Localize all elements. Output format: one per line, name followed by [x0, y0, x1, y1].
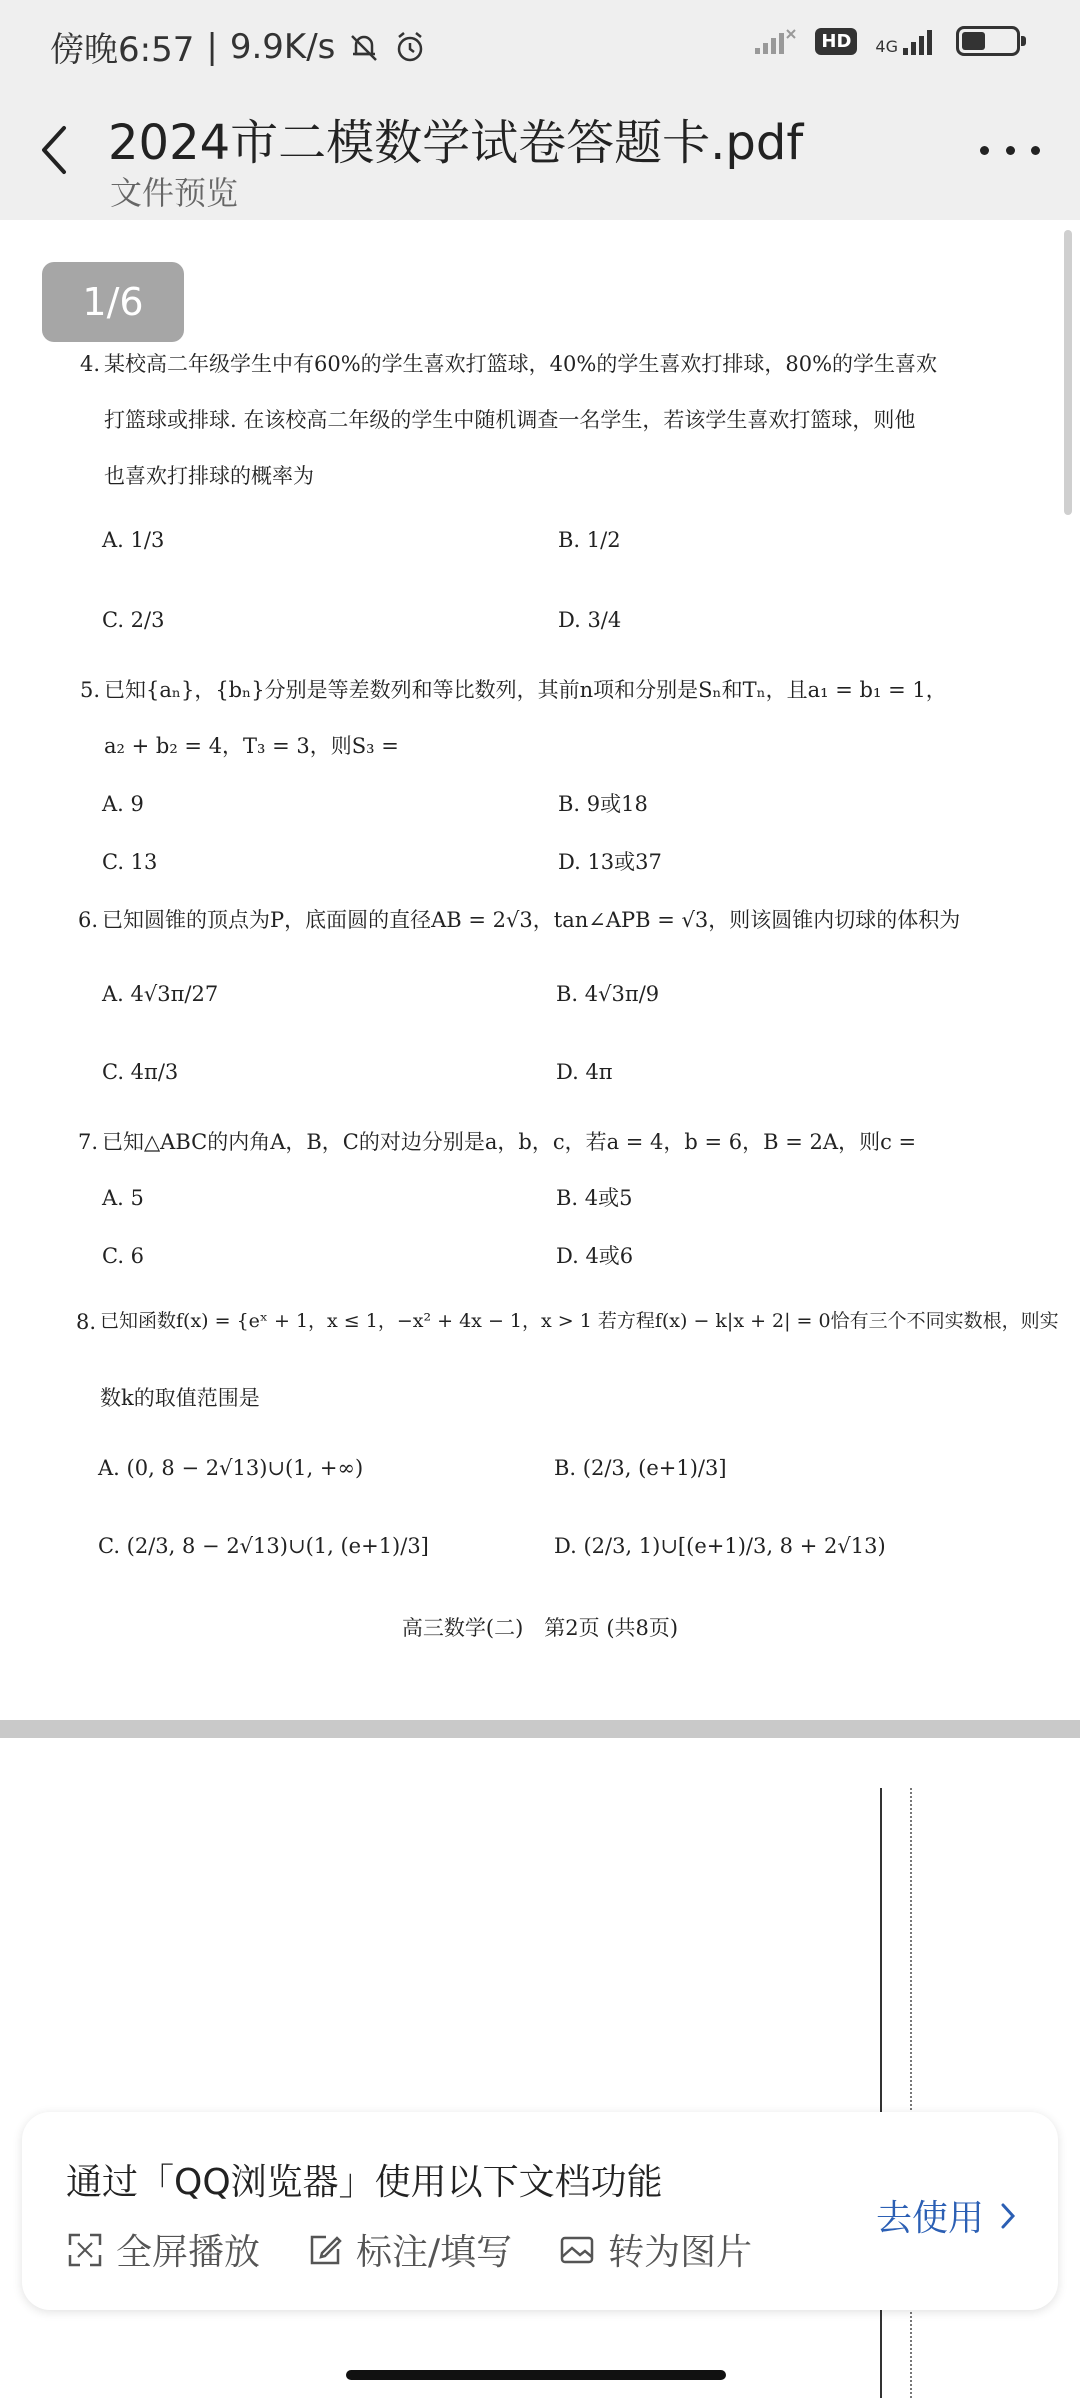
app-header — [0, 90, 1080, 220]
question-number: 7. — [78, 1130, 99, 1154]
network-label: 4G — [875, 26, 938, 56]
status-bar — [0, 0, 1080, 90]
alarm-clock-icon — [393, 30, 427, 64]
qq-browser-promo-card — [22, 2112, 1058, 2310]
fullscreen-label: 全屏播放 — [116, 2232, 261, 2273]
question-number: 8. — [76, 1310, 97, 1334]
status-time: 傍晚6:57 — [50, 30, 195, 70]
to-image-action[interactable] — [558, 2224, 752, 2275]
annotate-action[interactable] — [306, 2224, 512, 2275]
question-number: 5. — [80, 678, 101, 702]
question-number: 4. — [80, 352, 101, 376]
answer-option: A. 9 — [102, 792, 144, 816]
answer-option: B. 1/2 — [558, 528, 621, 552]
question-line: a₂ + b₂ = 4，T₃ = 3，则S₃ = — [104, 734, 399, 758]
answer-option: D. 4或6 — [556, 1244, 634, 1268]
question-line: 数k的取值范围是 — [100, 1386, 260, 1410]
status-divider: | — [206, 26, 218, 67]
answer-option: D. (2/3, 1)∪[(e+1)/3, 8 + 2√13) — [554, 1534, 886, 1558]
file-title: 2024市二模数学试卷答题卡.pdf — [108, 115, 804, 171]
answer-option: C. 13 — [102, 850, 158, 874]
fullscreen-action[interactable] — [66, 2224, 260, 2275]
go-use-button[interactable] — [876, 2190, 1018, 2241]
go-use-label: 去使用 — [875, 2198, 984, 2239]
promo-actions — [66, 2224, 752, 2275]
answer-option: B. 9或18 — [558, 792, 648, 816]
answer-option: A. 1/3 — [102, 528, 165, 552]
mute-bell-icon — [347, 30, 381, 64]
answer-option: C. 2/3 — [102, 608, 165, 632]
dot — [1031, 146, 1040, 155]
answer-option: A. (0, 8 − 2√13)∪(1, +∞) — [98, 1456, 364, 1480]
question-line: 打篮球或排球. 在该校高二年级的学生中随机调查一名学生，若该学生喜欢打篮球，则他 — [104, 408, 916, 432]
question-number: 6. — [78, 908, 99, 932]
answer-option: C. 4π/3 — [102, 1060, 179, 1084]
answer-option: D. 13或37 — [558, 850, 662, 874]
signal-icon — [902, 26, 938, 56]
question-line: 已知函数f(x) = {eˣ + 1，x ≤ 1，−x² + 4x − 1，x > 1 若方程f(x) − k|x + 2| = 0恰有三个不同实数根，则实 — [100, 1310, 1059, 1332]
page-indicator: 1/6 — [42, 262, 184, 342]
question-line: 也喜欢打排球的概率为 — [104, 464, 314, 488]
battery-icon — [956, 26, 1020, 56]
answer-option: C. 6 — [102, 1244, 145, 1268]
dot — [1006, 146, 1015, 155]
question-line: 已知{aₙ}，{bₙ}分别是等差数列和等比数列，其前n项和分别是Sₙ和Tₙ，且a₁ = b₁ = 1， — [104, 678, 947, 702]
more-menu-button[interactable] — [980, 140, 1040, 160]
answer-option: A. 4√3π/27 — [102, 982, 219, 1006]
answer-option: B. 4或5 — [556, 1186, 633, 1210]
dot — [980, 146, 989, 155]
image-icon — [558, 2231, 596, 2269]
fullscreen-icon — [66, 2231, 104, 2269]
answer-option: B. 4√3π/9 — [556, 982, 660, 1006]
answer-option: B. (2/3, (e+1)/3] — [554, 1456, 727, 1480]
answer-option: D. 3/4 — [558, 608, 622, 632]
scrollbar[interactable] — [1064, 230, 1072, 515]
edit-icon — [306, 2231, 344, 2269]
signal-muted-icon — [753, 26, 797, 56]
page-separator — [0, 1720, 1080, 1738]
answer-option: D. 4π — [556, 1060, 613, 1084]
question-line: 已知△ABC的内角A，B，C的对边分别是a，b，c，若a = 4，b = 6，B = 2A，则c = — [102, 1130, 917, 1154]
question-line: 某校高二年级学生中有60%的学生喜欢打篮球，40%的学生喜欢打排球，80%的学生喜欢 — [104, 352, 938, 376]
chevron-left-icon — [30, 120, 80, 180]
status-speed: 9.9K/s — [229, 26, 336, 67]
file-subtitle: 文件预览 — [110, 174, 239, 212]
hd-badge: HD — [815, 28, 857, 55]
page-footer: 高三数学(二) 第2页 (共8页) — [401, 1616, 679, 1640]
status-left — [50, 22, 427, 71]
chevron-right-icon — [998, 2201, 1018, 2231]
promo-title: 通过「QQ浏览器」使用以下文档功能 — [66, 2162, 663, 2203]
pdf-page — [0, 220, 1080, 1720]
answer-option: C. (2/3, 8 − 2√13)∪(1, (e+1)/3] — [98, 1534, 429, 1558]
document-viewer[interactable] — [0, 220, 1080, 2400]
question-line: 已知圆锥的顶点为P，底面圆的直径AB = 2√3，tan∠APB = √3，则该圆锥内切球的体积为 — [102, 908, 961, 932]
answer-option: A. 5 — [102, 1186, 144, 1210]
annotate-label: 标注/填写 — [356, 2232, 513, 2273]
back-button[interactable] — [30, 120, 80, 180]
to-image-label: 转为图片 — [608, 2232, 753, 2273]
status-right — [753, 26, 1020, 56]
home-indicator[interactable] — [346, 2370, 726, 2380]
